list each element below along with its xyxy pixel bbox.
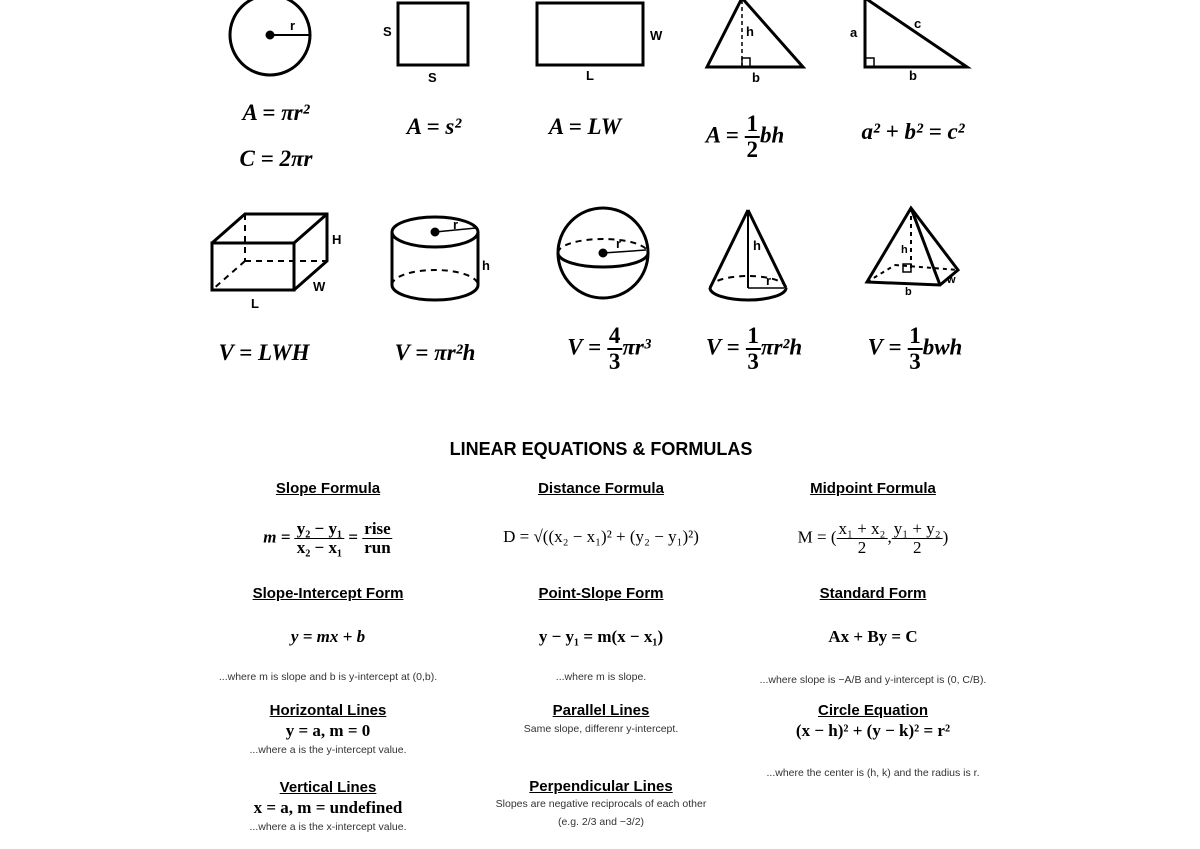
parallel-lines-heading: Parallel Lines [552,702,650,719]
perpendicular-lines-heading: Perpendicular Lines [529,778,673,795]
pyramid-width-label: w [947,274,956,286]
circle-radius-label: r [290,18,296,33]
cylinder-radius-label: r [453,217,459,232]
rectangle-area-formula: A = LW [548,114,622,139]
section-title: LINEAR EQUATIONS & FORMULAS [449,439,753,459]
horizontal-lines-note: ...where a is the y-intercept value. [249,744,407,756]
slope-intercept-heading: Slope-Intercept Form [252,585,404,602]
point-slope-formula: y − y₁ = m(x − x₁) [538,627,664,646]
slope-intercept-note: ...where m is slope and b is y-intercept at (0,b). [218,671,438,683]
pyramid-height-label: h [901,244,908,256]
rectangle-length-label: L [586,68,594,83]
cone-height-label: h [753,238,761,253]
perpendicular-lines-example: (e.g. 2/3 and −3/2) [557,816,645,828]
point-slope-heading: Point-Slope Form [538,585,664,602]
right-triangle-a-label: a [850,25,858,40]
circle-equation-heading: Circle Equation [817,702,929,719]
cone-volume-formula: V = $\frac{1}{3}$ πr²h [705,323,803,375]
geometry-figures [0,0,1200,320]
cylinder-figure [392,217,478,300]
square-side-label: S [383,24,392,39]
circle-figure [230,0,310,75]
distance-formula-heading: Distance Formula [538,480,664,497]
vertical-lines-heading: Vertical Lines [279,779,377,796]
right-triangle-figure [865,0,967,67]
cylinder-height-label: h [482,258,490,273]
midpoint-formula: M = ( $\frac{\text{x₁ + x₂}}{2}$ , $\frac{\text{y₁ + y₂}}{2}$ ) [797,519,949,557]
distance-formula: D = √((x₂ − x₁)² + (y₂ − y₁)²) [503,527,699,546]
pyramid-volume-formula: V = $\frac{1}{3}$ bwh [867,323,963,375]
cone-radius-label: r [766,273,772,288]
right-triangle-c-label: c [914,16,922,31]
horizontal-lines-formula: y = a, m = 0 [285,721,371,740]
horizontal-lines-heading: Horizontal Lines [269,702,387,719]
sphere-figure [558,208,648,298]
circle-area-formula: A = πr² [242,100,310,125]
prism-volume-formula: V = LWH [218,340,310,365]
vertical-lines-note: ...where a is the x-intercept value. [249,821,407,833]
square-area-formula: A = s² [406,114,462,139]
sphere-volume-formula: V = $\frac{4}{3}$ πr³ [567,323,651,375]
prism-height-label: H [332,232,342,247]
circle-circumference-formula: C = 2πr [239,146,313,171]
perpendicular-lines-note: Slopes are negative reciprocals of each other [495,798,707,810]
triangle-base-label: b [752,70,760,85]
midpoint-formula-heading: Midpoint Formula [810,480,936,497]
point-slope-note: ...where m is slope. [555,671,647,683]
slope-formula: m = $\frac{\text{y₂ − y₁}}{\text{x₂ − x₁}}$ = $\frac{\text{rise}}{\text{run}}$ [263,519,391,557]
standard-form-formula: Ax + By = C [828,627,918,646]
cylinder-volume-formula: V = πr²h [394,340,476,365]
sphere-radius-label: r [616,236,622,251]
triangle-area-formula: A = $\frac{1}{2}$ bh [705,111,785,163]
prism-figure [212,214,327,290]
square-side-label: S [428,70,437,85]
parallel-lines-note: Same slope, differenr y-intercept. [523,723,679,735]
cone-figure [710,210,786,300]
rectangle-width-label: W [650,28,663,43]
pyramid-figure [867,208,958,285]
slope-formula-heading: Slope Formula [275,480,381,497]
prism-width-label: W [313,279,326,294]
rectangle-figure [537,3,643,65]
standard-form-note: ...where slope is −A/B and y-intercept is (0, C/B). [759,674,987,686]
slope-intercept-formula: y = mx + b [290,627,366,646]
prism-length-label: L [251,296,259,311]
pythagorean-formula: a² + b² = c² [861,119,965,144]
standard-form-heading: Standard Form [819,585,927,602]
triangle-figure [707,0,803,67]
triangle-height-label: h [746,24,754,39]
vertical-lines-formula: x = a, m = undefined [253,798,403,817]
square-figure [398,3,468,65]
pyramid-base-label: b [905,286,912,298]
circle-equation-note: ...where the center is (h, k) and the radius is r. [766,767,980,779]
circle-equation-formula: (x − h)² + (y − k)² = r² [795,721,951,740]
right-triangle-b-label: b [909,68,917,83]
